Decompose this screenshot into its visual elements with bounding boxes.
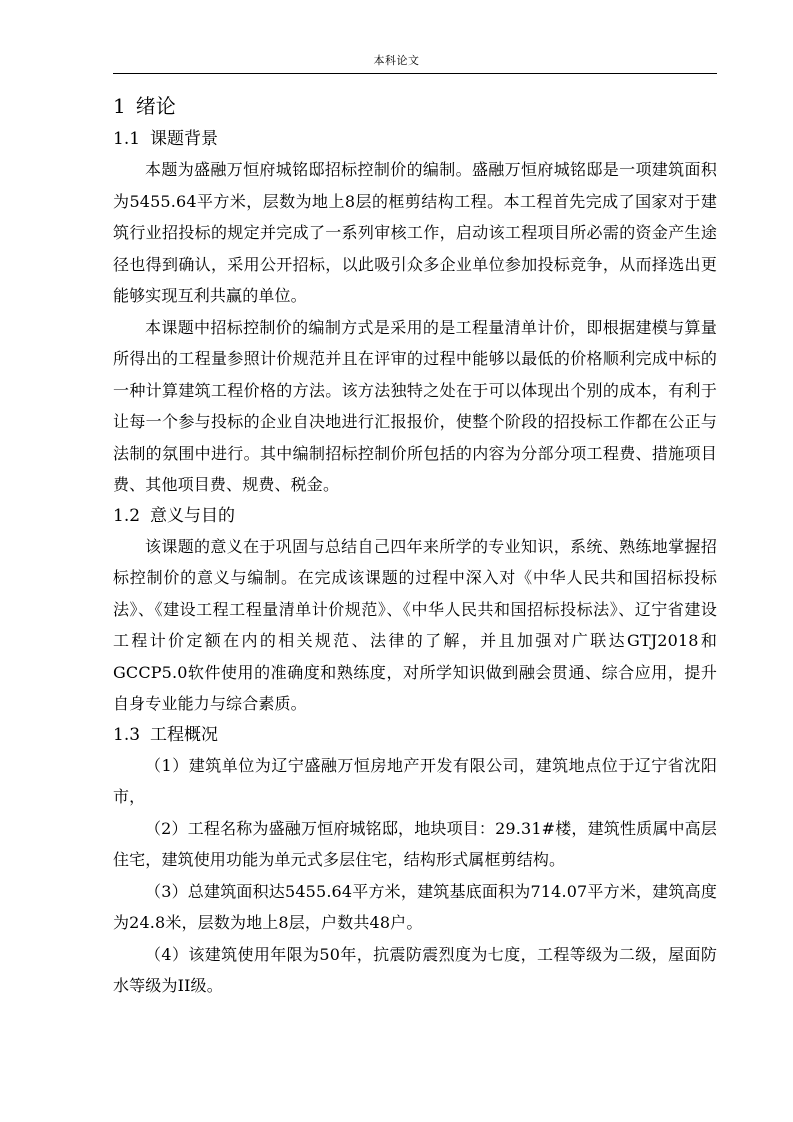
chapter-heading <box>113 92 717 120</box>
section-title: 工程概况 <box>150 724 219 745</box>
section-heading-background <box>113 124 717 154</box>
section-number: 1.3 <box>113 724 141 745</box>
header-rule <box>113 73 717 74</box>
section-number: 1.2 <box>113 505 141 526</box>
chapter-number: 1 <box>113 94 126 118</box>
list-paragraph: （2）工程名称为盛融万恒府城铭邸，地块项目：29.31#楼，建筑性质属中高层住宅，建筑使用功能为单元式多层住宅，结构形式属框剪结构。 <box>113 818 717 869</box>
list-paragraph: （4）该建筑使用年限为50年，抗震防震烈度为七度，工程等级为二级，屋面防水等级为II级。 <box>113 944 717 995</box>
running-header: 本科论文 <box>373 54 420 67</box>
list-paragraph: （1）建筑单位为辽宁盛融万恒房地产开发有限公司，建筑地点位于辽宁省沈阳市， <box>113 755 717 806</box>
section-title: 课题背景 <box>150 129 219 149</box>
section-heading-overview <box>113 720 717 750</box>
section-title: 意义与目的 <box>150 505 236 526</box>
section-heading-purpose <box>113 501 717 531</box>
chapter-title: 绪论 <box>135 94 176 118</box>
body-content <box>113 92 717 1002</box>
paragraph: 本课题中招标控制价的编制方式是采用的是工程量清单计价，即根据建模与算量所得出的工程量参照计价规范并且在评审的过程中能够以最低的价格顺利完成中标的一种计算建筑工程价格的方法。该方法独特之处在于可以体现出个别的成本，有利于让每一个参与投标的企业自决地进行汇报报价，使整个阶段的招投标工作都在公正与法制的氛围中进行。其中编制招标控制价所包括的内容为分部分项工程费、措施项目费、其他项目费、规费、税金。 <box>113 317 717 494</box>
paragraph: 本题为盛融万恒府城铭邸招标控制价的编制。盛融万恒府城铭邸是一项建筑面积为5455.64平方米，层数为地上8层的框剪结构工程。本工程首先完成了国家对于建筑行业招投标的规定并完成了一系列审核工作，启动该工程项目所必需的资金产生途径也得到确认，采用公开招标，以此吸引众多企业单位参加投标竞争，从而择选出更能够实现互利共赢的单位。 <box>113 160 717 305</box>
list-paragraph: （3）总建筑面积达5455.64平方米，建筑基底面积为714.07平方米，建筑高度为24.8米，层数为地上8层，户数共48户。 <box>113 881 717 932</box>
paragraph: 该课题的意义在于巩固与总结自己四年来所学的专业知识，系统、熟练地掌握招标控制价的意义与编制。在完成该课题的过程中深入对《中华人民共和国招标投标法》、《建设工程工程量清单计价规范》、《中华人民共和国招标投标法》、辽宁省建设工程计价定额在内的相关规范、法律的了解，并且加强对广联达GTJ2018和GCCP5.0软件使用的准确度和熟练度，对所学知识做到融会贯通、综合应用，提升自身专业能力与综合素质。 <box>113 536 717 713</box>
section-number: 1.1 <box>113 129 141 149</box>
